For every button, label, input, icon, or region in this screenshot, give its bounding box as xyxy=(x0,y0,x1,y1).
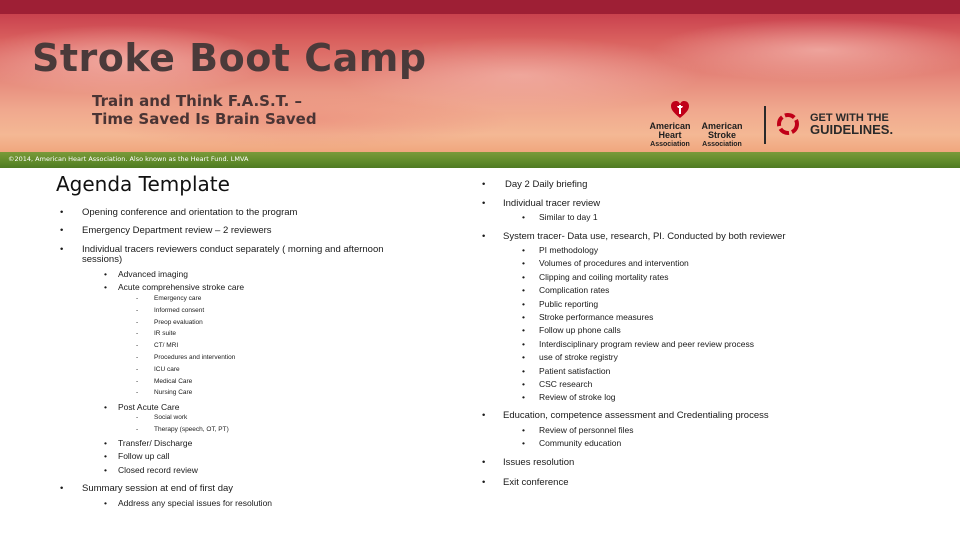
bullet-icon: • xyxy=(522,425,525,435)
banner-copyright: ©2014, American Heart Association. Also known as the Heart Fund. LMVA xyxy=(8,155,249,163)
dash-icon: - xyxy=(136,318,139,326)
agenda-item-education: Education, competence assessment and Credentialing process xyxy=(503,410,769,421)
dash-icon: - xyxy=(136,365,139,373)
agenda-item-individual-cont: sessions) xyxy=(82,254,123,265)
list-item: Stroke performance measures xyxy=(539,312,654,322)
list-item: Review of stroke log xyxy=(539,392,616,403)
agenda-sub-follow-up: Follow up call xyxy=(118,451,170,461)
list-item: Social work xyxy=(154,414,188,421)
dash-icon: - xyxy=(136,306,139,314)
logo-divider xyxy=(764,106,766,144)
agenda-item-day2: Day 2 Daily briefing xyxy=(505,179,588,190)
agenda-item-summary: Summary session at end of first day xyxy=(82,483,234,494)
bullet-icon: • xyxy=(482,179,486,190)
bullet-icon: • xyxy=(482,198,486,209)
sponsor-logos xyxy=(630,104,950,148)
asa-line-1: American xyxy=(701,121,743,131)
agenda-sub-summary: Address any special issues for resolution xyxy=(118,498,273,508)
bullet-icon: • xyxy=(522,392,525,403)
aha-line-3: Association xyxy=(650,141,690,148)
list-item: CT/ MRI xyxy=(154,342,179,350)
bullet-icon: • xyxy=(522,258,525,269)
bullet-icon: • xyxy=(104,269,107,279)
bullet-icon: • xyxy=(522,285,525,296)
list-item: use of stroke registry xyxy=(539,352,618,363)
list-item: Patient satisfaction xyxy=(539,365,611,376)
bullet-icon: • xyxy=(522,325,525,336)
agenda-sub-acute: Acute comprehensive stroke care xyxy=(118,282,245,292)
dash-icon: - xyxy=(136,330,139,338)
bullet-icon: • xyxy=(104,402,107,412)
dash-icon: - xyxy=(136,354,139,361)
bullet-icon: • xyxy=(522,245,525,255)
bullet-icon: • xyxy=(522,352,525,363)
asa-logo-text xyxy=(692,122,752,149)
bullet-icon: • xyxy=(522,338,525,349)
gwtg-line-1: GET WITH THE xyxy=(810,112,889,124)
aha-line-2: Heart xyxy=(658,130,682,140)
list-item: Volumes of procedures and intervention xyxy=(539,258,689,269)
bullet-icon: • xyxy=(522,438,525,449)
bullet-icon: • xyxy=(60,207,64,218)
list-item: Complication rates xyxy=(539,285,610,296)
list-item: Follow up phone calls xyxy=(539,325,621,336)
asa-line-3: Association xyxy=(702,141,742,148)
bullet-icon: • xyxy=(104,451,107,461)
bullet-icon: • xyxy=(522,298,525,309)
list-item: Public reporting xyxy=(539,298,599,309)
bullet-icon: • xyxy=(522,365,525,376)
gwtg-circle-icon xyxy=(772,112,804,136)
banner-tagline xyxy=(92,92,317,128)
list-item: CSC research xyxy=(539,379,593,389)
bullet-icon: • xyxy=(482,410,486,421)
agenda-sub-transfer: Transfer/ Discharge xyxy=(118,438,193,448)
agenda-item-system-tracer: System tracer- Data use, research, PI. Conducted by both reviewer xyxy=(503,231,786,242)
agenda-sub-similar: Similar to day 1 xyxy=(539,212,598,222)
gwtg-line-2: GUIDELINES. xyxy=(810,122,894,137)
list-item: Review of personnel files xyxy=(539,425,634,435)
dash-icon: - xyxy=(136,389,139,397)
agenda-item-individual-tracer: Individual tracer review xyxy=(503,198,601,209)
list-item: Interdisciplinary program review and peer review process xyxy=(539,338,754,349)
tagline-line-1: Train and Think F.A.S.T. – xyxy=(92,92,303,110)
aha-line-1: American xyxy=(649,121,691,131)
dash-icon: - xyxy=(136,414,139,421)
gwtg-logo-text xyxy=(810,112,893,136)
bullet-icon: • xyxy=(104,282,107,292)
tagline-line-2: Time Saved Is Brain Saved xyxy=(92,110,317,128)
agenda-item-issues: Issues resolution xyxy=(503,457,575,468)
list-item: Therapy (speech, OT, PT) xyxy=(154,425,229,433)
heart-torch-icon xyxy=(670,100,690,120)
bullet-icon: • xyxy=(60,225,64,236)
agenda-item-individual: Individual tracers reviewers conduct separately ( morning and afternoon xyxy=(82,244,384,255)
agenda-sub-closed-record: Closed record review xyxy=(118,465,198,475)
agenda-sub-post-acute: Post Acute Care xyxy=(118,402,180,412)
asa-line-2: Stroke xyxy=(707,130,736,140)
aha-logo-text xyxy=(640,122,700,149)
agenda-item-opening: Opening conference and orientation to the program xyxy=(82,207,298,218)
bullet-icon: • xyxy=(482,477,486,488)
bullet-icon: • xyxy=(104,498,107,508)
dash-icon: - xyxy=(136,295,139,302)
bullet-icon: • xyxy=(60,244,64,255)
agenda-title: Agenda Template xyxy=(56,172,230,196)
agenda-sub-advanced-imaging: Advanced imaging xyxy=(118,269,188,279)
list-item: Clipping and coiling mortality rates xyxy=(539,271,669,282)
dash-icon: - xyxy=(136,377,139,385)
list-item: Emergency care xyxy=(154,295,202,302)
bullet-icon: • xyxy=(522,312,525,322)
bullet-icon: • xyxy=(60,483,64,494)
list-item: PI methodology xyxy=(539,245,599,255)
list-item: Medical Care xyxy=(154,377,193,385)
list-item: Nursing Care xyxy=(154,389,193,397)
dash-icon: - xyxy=(136,425,139,433)
dash-icon: - xyxy=(136,342,139,350)
header-banner xyxy=(0,0,960,152)
bullet-icon: • xyxy=(104,465,107,475)
list-item: Procedures and intervention xyxy=(154,354,236,361)
bullet-icon: • xyxy=(482,457,486,468)
agenda-item-exit: Exit conference xyxy=(503,477,569,488)
banner-top-strip xyxy=(0,0,960,14)
list-item: Informed consent xyxy=(154,306,205,314)
bullet-icon: • xyxy=(522,379,525,389)
bullet-icon: • xyxy=(104,438,107,448)
agenda-item-ed-review: Emergency Department review – 2 reviewers xyxy=(82,225,272,236)
list-item: ICU care xyxy=(154,365,180,373)
bullet-icon: • xyxy=(522,271,525,282)
list-item: Preop evaluation xyxy=(154,318,203,326)
banner-title: Stroke Boot Camp xyxy=(32,36,427,80)
list-item: Community education xyxy=(539,438,622,449)
bullet-icon: • xyxy=(522,212,525,222)
list-item: IR suite xyxy=(154,330,177,338)
bullet-icon: • xyxy=(482,231,486,242)
